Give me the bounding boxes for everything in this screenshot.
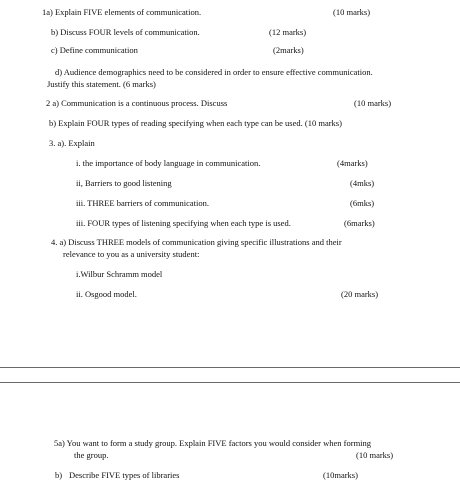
q1a-text: 1a) Explain FIVE elements of communication. [42, 7, 202, 17]
q5b-text: Describe FIVE types of libraries [69, 470, 180, 480]
q1d-line1: d) Audience demographics need to be considered in order to ensure effective communication. [55, 67, 373, 77]
q1b-text: b) Discuss FOUR levels of communication. [51, 27, 200, 37]
q3-item-3: iii. THREE barriers of communication. [76, 198, 209, 208]
q5b-marks: (10marks) [323, 470, 358, 480]
q3-header: 3. a). Explain [49, 138, 95, 148]
q4-model-1: i.Wilbur Schramm model [76, 269, 163, 279]
q5a-line2: the group. [74, 450, 109, 460]
q4-marks: (20 marks) [341, 289, 379, 299]
q3-item-4-marks: (6marks) [344, 218, 375, 228]
q4-model-2: ii. Osgood model. [76, 289, 137, 299]
q1c-marks: (2marks) [273, 45, 304, 55]
q3-item-1-marks: (4marks) [337, 158, 368, 168]
q4-line2: relevance to you as a university student: [63, 249, 200, 259]
q3-item-1: i. the importance of body language in communication. [76, 158, 261, 168]
q2a-marks: (10 marks) [354, 98, 392, 108]
q2b-text: b) Explain FOUR types of reading specifying when each type can be used. (10 marks) [49, 118, 342, 128]
q1d-line2: Justify this statement. (6 marks) [47, 79, 156, 89]
q3-item-3-marks: (6mks) [350, 198, 375, 208]
q3-item-4: iii. FOUR types of listening specifying when each type is used. [76, 218, 291, 228]
q2a-text: 2 a) Communication is a continuous process. Discuss [46, 98, 228, 108]
q4-line1: 4. a) Discuss THREE models of communication giving specific illustrations and their [51, 237, 342, 247]
q5b-label: b) [55, 470, 63, 480]
q3-item-2-marks: (4mks) [350, 178, 375, 188]
q1c-text: c) Define communication [51, 45, 138, 55]
q1a-marks: (10 marks) [333, 7, 371, 17]
q3-item-2: ii, Barriers to good listening [76, 178, 172, 188]
page-break-divider [0, 367, 460, 383]
q5a-marks: (10 marks) [356, 450, 394, 460]
q5a-line1: 5a) You want to form a study group. Explain FIVE factors you would consider when forming [54, 438, 372, 448]
q1b-marks: (12 marks) [269, 27, 307, 37]
